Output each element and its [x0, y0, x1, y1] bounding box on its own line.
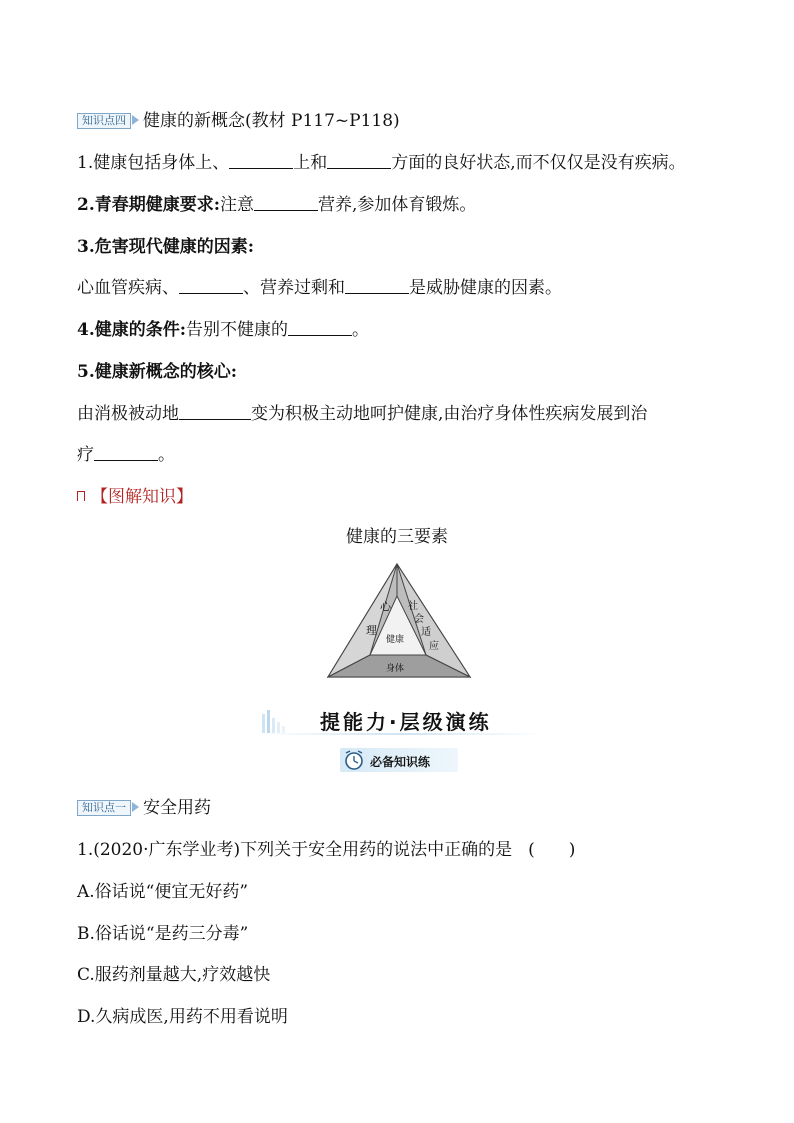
fill-item-4	[77, 315, 369, 340]
section-title: 安全用药	[143, 798, 211, 818]
option-c[interactable]: C.服药剂量越大,疗效越快	[77, 965, 271, 985]
fill-item-2	[77, 190, 476, 215]
answer-blank[interactable]	[229, 154, 293, 169]
right-face-label-4: 应	[429, 641, 439, 652]
item-text: 、营养过剩和	[243, 278, 345, 298]
option-d[interactable]: D.久病成医,用药不用看说明	[77, 1007, 288, 1027]
question-stem	[77, 835, 575, 860]
right-face-label-1: 社	[408, 601, 418, 612]
item-text: 由消极被动地	[77, 404, 179, 424]
section-title: 健康的新概念(教材 P117~P118)	[143, 111, 400, 131]
answer-blank[interactable]	[288, 321, 352, 336]
clock-icon	[342, 748, 366, 772]
answer-paren[interactable]: ( )	[528, 840, 576, 860]
section-tag: 知识点四	[77, 113, 131, 129]
fill-item-3-line2	[77, 273, 562, 298]
item-text: 变为积极主动地呵护健康,由治疗身体性疾病发展到治	[251, 404, 648, 424]
item-heading: 健康新概念的核心:	[94, 362, 238, 382]
sub-banner	[340, 748, 458, 772]
diagram-section-title: 【图解知识】	[91, 487, 193, 507]
item-number: 5.	[77, 362, 95, 382]
fill-item-5	[77, 357, 237, 382]
item-text: 疗	[77, 445, 94, 465]
sub-banner-title: 必备知识练	[370, 755, 431, 769]
right-face-label-3: 适	[421, 627, 431, 638]
fill-item-1	[77, 148, 686, 173]
answer-blank[interactable]	[179, 279, 243, 294]
item-number: 3.	[77, 237, 95, 257]
diagram-section-label	[77, 482, 193, 507]
section-heading-4	[77, 106, 400, 131]
item-text: 心血管疾病、	[77, 278, 179, 298]
answer-blank[interactable]	[254, 196, 318, 211]
item-text: 营养,参加体育锻炼。	[318, 195, 477, 215]
item-text: 告别不健康的	[186, 320, 289, 340]
diagram-title: 健康的三要素	[346, 527, 448, 547]
option-a[interactable]: A.俗话说“便宜无好药”	[77, 882, 249, 902]
section-tag: 知识点一	[77, 800, 131, 816]
item-text: 注意	[220, 195, 255, 215]
item-heading: 危害现代健康的因素:	[94, 237, 255, 257]
tag-arrow-icon	[132, 115, 139, 125]
fill-item-3	[77, 232, 254, 257]
item-heading: 健康的条件:	[94, 320, 187, 340]
left-face-label-1: 心	[380, 600, 391, 613]
left-face-label-2: 理	[366, 624, 377, 637]
option-b[interactable]: B.俗话说“是药三分毒”	[77, 924, 249, 944]
right-face-label-2: 会	[414, 614, 424, 625]
banner-decoration-icon	[260, 708, 320, 736]
center-label: 健康	[386, 635, 405, 645]
tag-arrow-icon	[132, 802, 139, 812]
banner-title: 提能力·层级演练	[320, 710, 492, 734]
section-banner	[260, 704, 542, 736]
bottom-label: 身体	[386, 664, 405, 674]
item-text: 方面的良好状态,而不仅仅是没有疾病。	[391, 153, 686, 173]
item-text: 。	[158, 445, 175, 465]
answer-blank[interactable]	[327, 154, 391, 169]
item-text: 。	[352, 320, 370, 340]
answer-blank[interactable]	[179, 405, 251, 420]
answer-blank[interactable]	[345, 279, 409, 294]
item-text: 上和	[293, 153, 328, 173]
question-text: 1.(2020·广东学业考)下列关于安全用药的说法中正确的是	[77, 840, 513, 860]
item-text: 是威胁健康的因素。	[409, 278, 562, 298]
item-text: 健康包括身体上、	[93, 153, 230, 173]
fill-item-5-line3	[77, 440, 175, 465]
bookmark-icon	[77, 491, 85, 501]
answer-blank[interactable]	[94, 446, 158, 461]
fill-item-5-line2	[77, 399, 647, 424]
item-heading: 青春期健康要求:	[94, 195, 221, 215]
section-heading-1	[77, 793, 211, 818]
item-number: 1.	[77, 153, 94, 173]
item-number: 4.	[77, 320, 95, 340]
health-triangle-diagram	[326, 562, 472, 680]
item-number: 2.	[77, 195, 95, 215]
